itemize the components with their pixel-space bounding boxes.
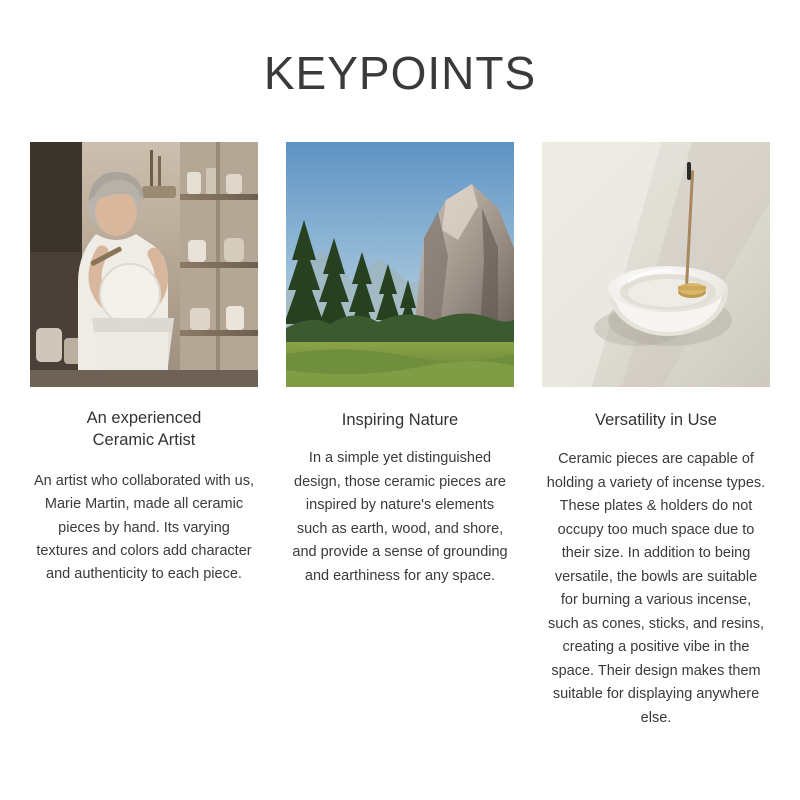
keypoint-card-2 <box>286 142 514 730</box>
card-title-2: Inspiring Nature <box>341 411 459 429</box>
ceramic-artist-image <box>30 142 258 387</box>
card-title-3: Versatility in Use <box>595 411 717 429</box>
card-title-1 <box>87 407 202 452</box>
page-title: KEYPOINTS <box>263 47 537 99</box>
card-body-2: In a simple yet distinguished design, those ceramic pieces are inspired by nature's elements such as earth, wood, and shore, and provide a sense of grounding and earthiness for any space. <box>292 450 508 584</box>
card-body-3: Ceramic pieces are capable of holding a variety of incense types. These plates & holders do not occupy too much space due to their size. In addition to being versatile, the bowls are suitable for burning a various incense, such as cones, sticks, and resins, creating a positive vibe in the space. Their design makes them suitable for displaying anywhere else. <box>546 451 766 726</box>
nature-landscape-illustration <box>286 142 514 387</box>
card-title-1-line1: An experienced <box>86 409 202 427</box>
keypoint-card-3 <box>542 142 770 730</box>
ceramic-artist-illustration <box>30 142 258 387</box>
card-title-1-line2: Ceramic Artist <box>92 431 196 450</box>
incense-bowl-image <box>542 142 770 387</box>
keypoints-columns <box>0 142 800 730</box>
nature-landscape-image <box>286 142 514 387</box>
incense-bowl-illustration <box>542 142 770 387</box>
keypoint-card-1 <box>30 142 258 730</box>
card-body-1: An artist who collaborated with us, Marie Martin, made all ceramic pieces by hand. Its varying textures and colors add character and authenticity to each piece. <box>33 472 255 583</box>
